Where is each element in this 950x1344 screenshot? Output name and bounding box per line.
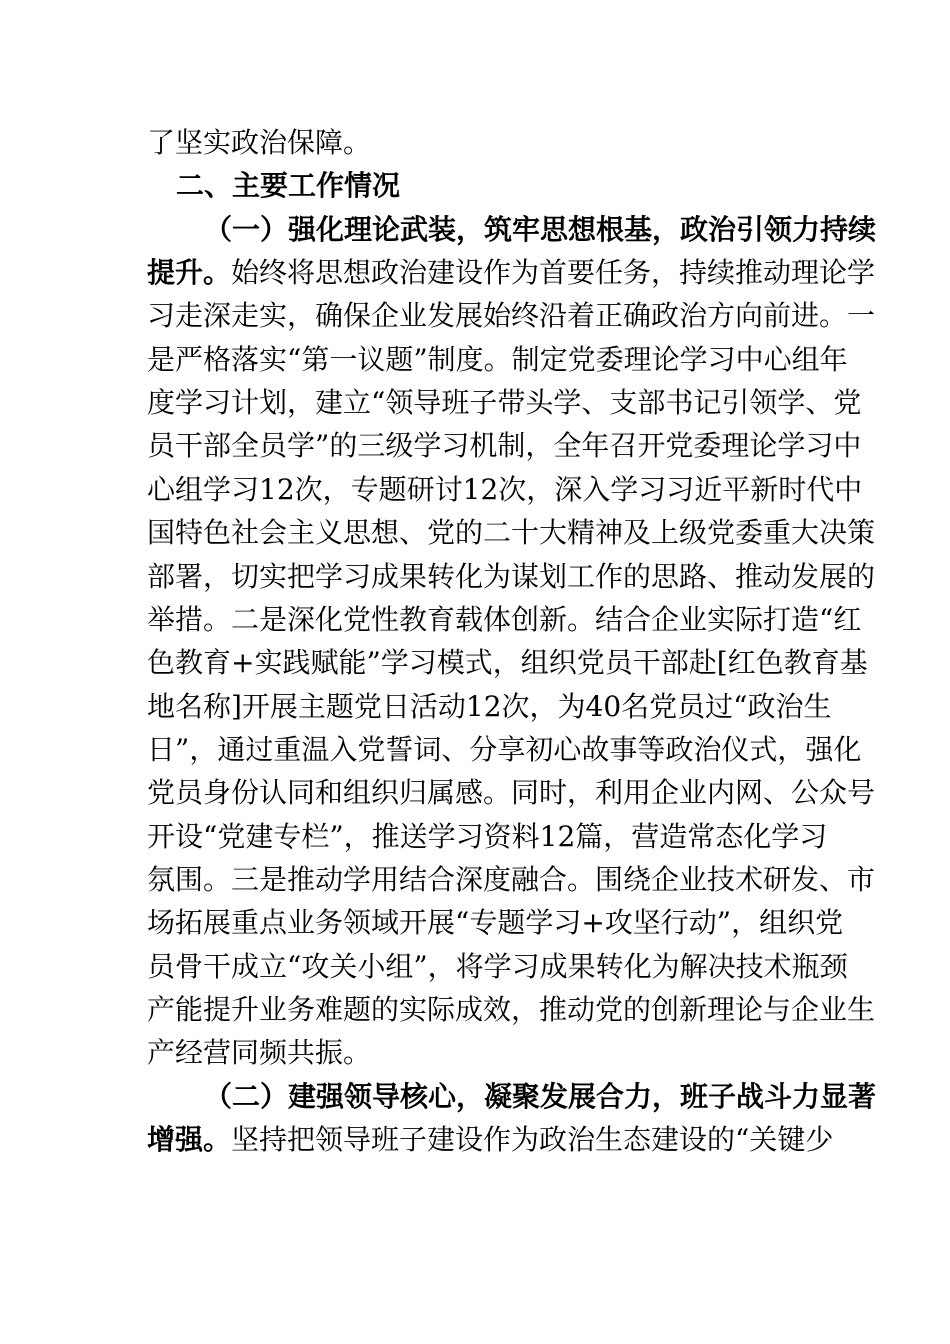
text-line: [147, 860, 876, 900]
text-line: [147, 340, 848, 380]
text-line: [147, 253, 876, 293]
text-line: [147, 730, 862, 770]
text-line: [147, 687, 832, 727]
text-line: [147, 643, 868, 683]
text-line: [147, 1120, 834, 1160]
body-text: 是严格落实“第一议题”制度。制定党委理论学习中心组年: [147, 342, 848, 376]
body-text: 日”，通过重温入党誓词、分享初心故事等政治仪式，强化: [147, 732, 862, 766]
text-line: [147, 947, 848, 987]
body-text: 习走深走实，确保企业发展始终沿着正确政治方向前进。一: [147, 299, 876, 333]
text-line: [147, 990, 876, 1030]
text-line: [147, 123, 805, 163]
body-text: 举措。二是深化党性教育载体创新。结合企业实际打造“红: [147, 602, 862, 636]
text-line: [147, 903, 844, 943]
body-text: 色教育+实践赋能”学习模式，组织党员干部赴[红色教育基: [147, 646, 868, 680]
body-text: 部署，切实把学习成果转化为谋划工作的思路、推动发展的: [147, 559, 876, 593]
text-line: [204, 210, 877, 250]
body-text: 员干部全员学”的三级学习机制，全年召开党委理论学习中: [147, 429, 862, 463]
text-line: [147, 296, 876, 336]
body-text: 地名称]开展主题党日活动12次，为40名党员过“政治生: [147, 689, 832, 723]
body-text: 产能提升业务难题的实际成效，推动党的创新理论与企业生: [147, 993, 876, 1026]
text-line: [147, 426, 862, 466]
text-line: [147, 1033, 805, 1073]
text-line: [204, 1077, 877, 1117]
text-line: [147, 817, 828, 857]
body-text: 了坚实政治保障。: [147, 126, 372, 159]
bold-lead-text: 增强。: [147, 1123, 232, 1157]
body-text: 始终将思想政治建设作为首要任务，持续推动理论学: [231, 256, 876, 290]
text-line: [147, 773, 876, 813]
body-text: 度学习计划，建立“领导班子带头学、支部书记引领学、党: [147, 386, 862, 420]
body-text: 坚持把领导班子建设作为政治生态建设的“关键少: [231, 1123, 834, 1157]
body-text: 国特色社会主义思想、党的二十大精神及上级党委重大决策: [147, 516, 876, 550]
body-text: 党员身份认同和组织归属感。同时，利用企业内网、公众号: [147, 776, 876, 810]
text-line: [147, 470, 863, 510]
bold-lead-text: 提升。: [147, 256, 232, 290]
body-text: 场拓展重点业务领域开展“专题学习+攻坚行动”，组织党: [147, 906, 844, 940]
body-text: 产经营同频共振。: [147, 1036, 372, 1070]
bold-lead-text: （二）建强领导核心，凝聚发展合力，班子战斗力显著: [204, 1079, 877, 1113]
text-line: [147, 600, 862, 640]
body-text: 心组学习12次，专题研讨12次，深入学习习近平新时代中: [147, 472, 863, 506]
body-text: 开设“党建专栏”，推送学习资料12篇，营造常态化学习: [147, 819, 828, 853]
bold-lead-text: 二、主要工作情况: [176, 169, 401, 203]
section-heading: [176, 166, 400, 206]
body-text: 员骨干成立“攻关小组”，将学习成果转化为解决技术瓶颈: [147, 949, 848, 983]
text-line: [147, 557, 876, 597]
text-line: [147, 383, 862, 423]
body-text: 氛围。三是推动学用结合深度融合。围绕企业技术研发、市: [147, 862, 876, 896]
text-line: [147, 513, 876, 553]
bold-lead-text: （一）强化理论武装，筑牢思想根基，政治引领力持续: [204, 212, 877, 246]
